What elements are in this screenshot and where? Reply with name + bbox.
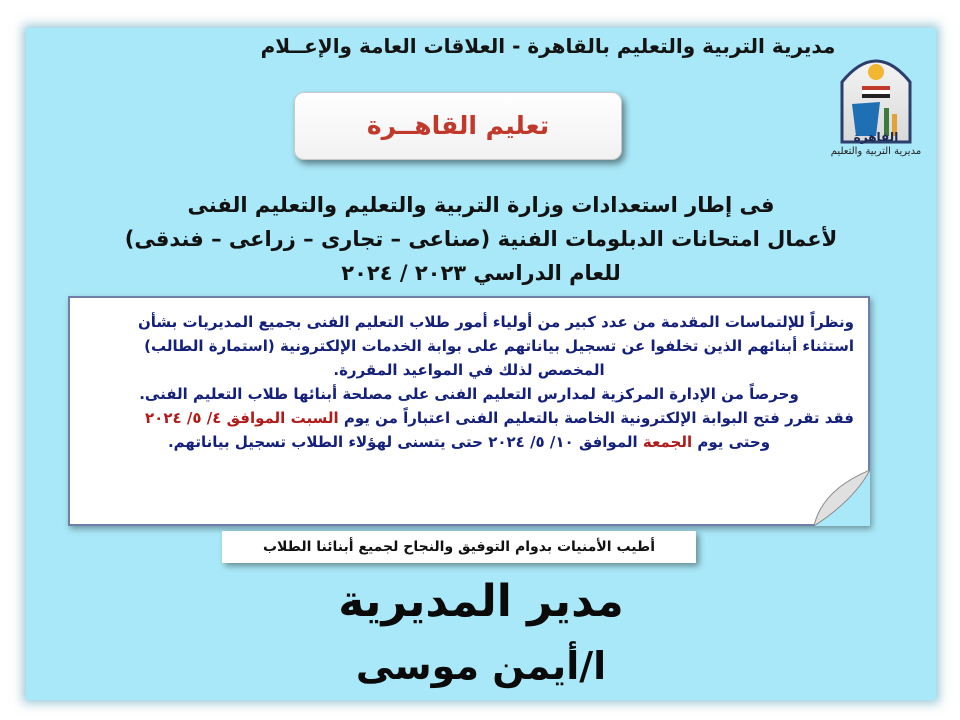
subtitle-line-1: فى إطار استعدادات وزارة التربية والتعليم والتعليم الفنى (187, 193, 775, 217)
cairo-education-logo-icon (826, 42, 926, 162)
page-title: تعليم القاهــرة (294, 92, 622, 160)
notice-p3-start: فقد تقرر فتح البوابة الإلكترونية الخاصة بالتعليم الفنى اعتباراً من يوم (343, 409, 854, 427)
notice-p4-date: الموافق ١٠/ ٥/ ٢٠٢٤ (488, 433, 638, 451)
notice-paragraph-2: وحرصاً من الإدارة المركزية لمدارس التعليم الفنى على مصلحة أبنائها طلاب التعليم الفنى. (139, 385, 799, 403)
svg-text:القاهرة: القاهرة (853, 130, 899, 144)
notice-paragraph-1: ونظراً للإلتماسات المقدمة من عدد كبير من أولياء أمور طلاب التعليم الفنى بجميع المديريات بشأن استثناء أبنائهم الذين تخلفوا عن تسجيل بياناتهم على بوابة الخدمات الإلكترونية (استمارة الطالب) (137, 313, 854, 355)
notice-p4-day: الجمعة (642, 433, 693, 451)
notice-paragraph-4 (84, 430, 854, 454)
subtitle-line-3: للعام الدراسي ٢٠٢٣ / ٢٠٢٤ (341, 261, 621, 285)
announcement-subtitle (86, 188, 876, 290)
subtitle-line-2: لأعمال امتحانات الدبلومات الفنية (صناعى – تجارى – زراعى – فندقى) (124, 227, 838, 251)
notice-p4-start: وحتى يوم (697, 433, 771, 451)
notice-p3-date: الموافق ٤/ ٥/ ٢٠٢٤ (145, 409, 286, 427)
notice-box (68, 296, 870, 526)
signature-name: ا/أيمن موسى (355, 644, 607, 688)
directorate-header: مديرية التربية والتعليم بالقاهرة - العلاقات العامة والإعــلام (260, 34, 836, 58)
logo-caption: مديرية التربية والتعليم (830, 146, 922, 157)
notice-paragraph-1-end: المخصص لذلك في المواعيد المقررة. (333, 361, 605, 379)
signature-title: مدير المديرية (338, 576, 624, 627)
notice-p4-end: حتى يتسنى لهؤلاء الطلاب تسجيل بياناتهم. (167, 433, 483, 451)
notice-text (84, 310, 854, 454)
notice-p3-day: السبت (290, 409, 339, 427)
notice-paragraph-3 (84, 406, 854, 430)
poster-frame (26, 28, 936, 700)
page-curl-icon (814, 470, 870, 526)
wishes-banner: أطيب الأمنيات بدوام التوفيق والنجاح لجميع أبنائنا الطلاب (222, 531, 696, 563)
